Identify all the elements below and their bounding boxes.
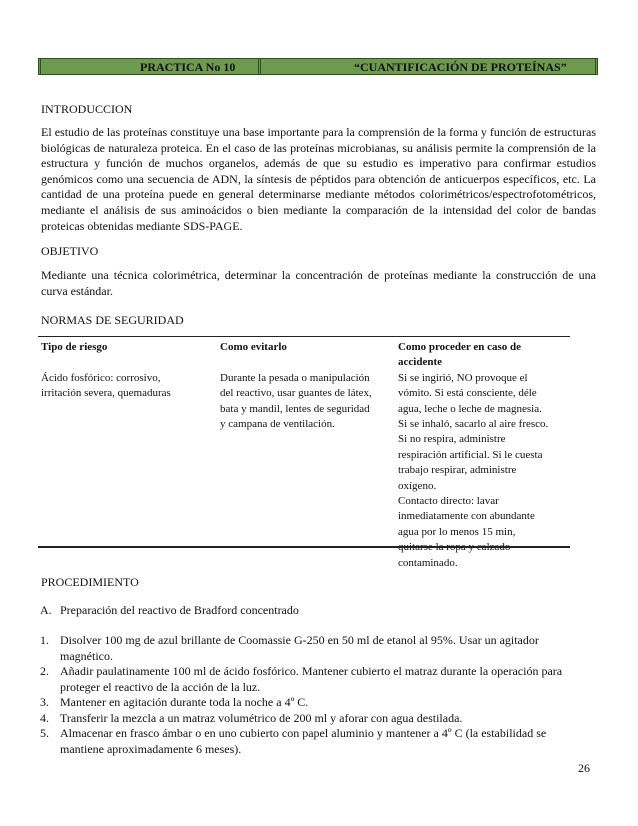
safety-table (38, 336, 570, 569)
accident-line: respiración artificial. Si le cuesta (398, 448, 543, 461)
intro-paragraph (41, 125, 596, 234)
step-text (60, 726, 546, 757)
accident-line: agua, leche o leche de magnesia. (398, 402, 542, 415)
practice-number: PRACTICA No 10 (140, 60, 236, 74)
intro-line: mediante el análisis de sus aminoácidos o bien mediante la comparación de la intensidad del color de bandas (41, 202, 596, 217)
step-line: Mantener en agitación durante toda la noche a 4º C. (60, 695, 309, 709)
practice-title: “CUANTIFICACIÓN DE PROTEÍNAS” (354, 60, 567, 74)
step-line: Almacenar en frasco ámbar o en uno cubierto con papel aluminio y mantener a 4º C (la estabilidad se (60, 726, 547, 740)
risk-type-column (41, 340, 213, 402)
step-text (60, 695, 308, 711)
step-text (60, 664, 562, 695)
step-number: 5. (40, 726, 49, 740)
accident-line: oxígeno. (398, 479, 437, 492)
step-number: 3. (40, 695, 49, 709)
accident-line: Si se inhaló, sacarlo al aire fresco. (398, 418, 549, 431)
accident-procedure-column (398, 340, 568, 571)
intro-line: genómicos como una secuencia de ADN, la síntesis de péptidos para obtención de anticuerpos específicos, etc. La (41, 171, 596, 186)
procedure-heading: PROCEDIMIENTO (41, 575, 139, 589)
intro-line: cantidad de una proteína puede en general determinarse mediante métodos colorimétricos/espectrofotométricos, (41, 187, 596, 202)
practice-header-bar (38, 58, 598, 75)
step-line: magnético. (60, 648, 113, 663)
prevention-line: bata y mandil, lentes de seguridad (220, 402, 370, 415)
page-number: 26 (578, 761, 590, 775)
accident-line: vómito. Si está consciente, déle (398, 387, 537, 400)
accident-line: Si no respira, administre (398, 433, 506, 446)
section-letter: A. (40, 603, 52, 617)
step-text (60, 633, 539, 664)
accident-header-line: accidente (398, 356, 442, 369)
risk-type-header: Tipo de riesgo (41, 341, 108, 353)
intro-line: biológicas de naturaleza proteica. En el caso de las proteínas microbianas, su análisis permite la comprensión de la (41, 140, 596, 155)
step-line: Disolver 100 mg de azul brillante de Coomassie G-250 en 50 ml de etanol al 95%. Usar un agitador (60, 633, 539, 647)
prevention-line: Durante la pesada o manipulación (220, 371, 370, 384)
prevention-line: y campana de ventilación. (220, 418, 335, 431)
step-text (60, 711, 462, 727)
objective-heading: OBJETIVO (41, 244, 99, 258)
objective-line: Mediante una técnica colorimétrica, determinar la concentración de proteínas mediante la construcción de una (41, 268, 596, 282)
step-number: 1. (40, 633, 49, 647)
intro-line: El estudio de las proteínas constituye una base importante para la comprensión de la forma y función de estructuras (41, 125, 596, 139)
accident-line: contaminado. (398, 556, 458, 569)
accident-header-line: Como proceder en caso de (398, 341, 522, 353)
objective-line: curva estándar. (41, 283, 113, 298)
section-title: Preparación del reactivo de Bradford concentrado (60, 603, 299, 617)
step-line: proteger el reactivo de la acción de la luz. (60, 679, 261, 694)
risk-type-line: Ácido fosfórico: corrosivo, (41, 371, 161, 384)
step-line: Transferir la mezcla a un matraz volumétrico de 200 ml y aforar con agua destilada. (60, 711, 463, 725)
table-bottom-rule (38, 546, 570, 548)
table-top-rule (38, 336, 570, 337)
step-number: 4. (40, 711, 49, 725)
intro-line: estructura y función de muchos organelos, además de que su estudio es imperativo para confirmar estudios (41, 156, 596, 171)
accident-line: Contacto directo: lavar (398, 495, 499, 508)
step-line: mantiene aproximadamente 6 meses). (60, 741, 242, 756)
risk-type-line: irritación severa, quemaduras (41, 387, 171, 400)
prevention-column (220, 340, 396, 432)
step-number: 2. (40, 664, 49, 678)
objective-paragraph (41, 268, 596, 299)
accident-line: inmediatamente con abundante (398, 510, 535, 523)
safety-heading: NORMAS DE SEGURIDAD (41, 313, 184, 327)
accident-line: agua por lo menos 15 min, (398, 525, 516, 538)
accident-line: trabajo respirar, administre (398, 464, 517, 477)
prevention-line: del reactivo, usar guantes de látex, (220, 387, 372, 400)
intro-heading: INTRODUCCION (41, 102, 133, 116)
prevention-header: Como evitarlo (220, 341, 287, 353)
accident-line: Si se ingirió, NO provoque el (398, 371, 528, 384)
intro-line: proteicas obtenidas mediante SDS-PAGE. (41, 218, 243, 233)
step-line: Añadir paulatinamente 100 ml de ácido fosfórico. Mantener cubierto el matraz durante la operación para (60, 664, 563, 678)
